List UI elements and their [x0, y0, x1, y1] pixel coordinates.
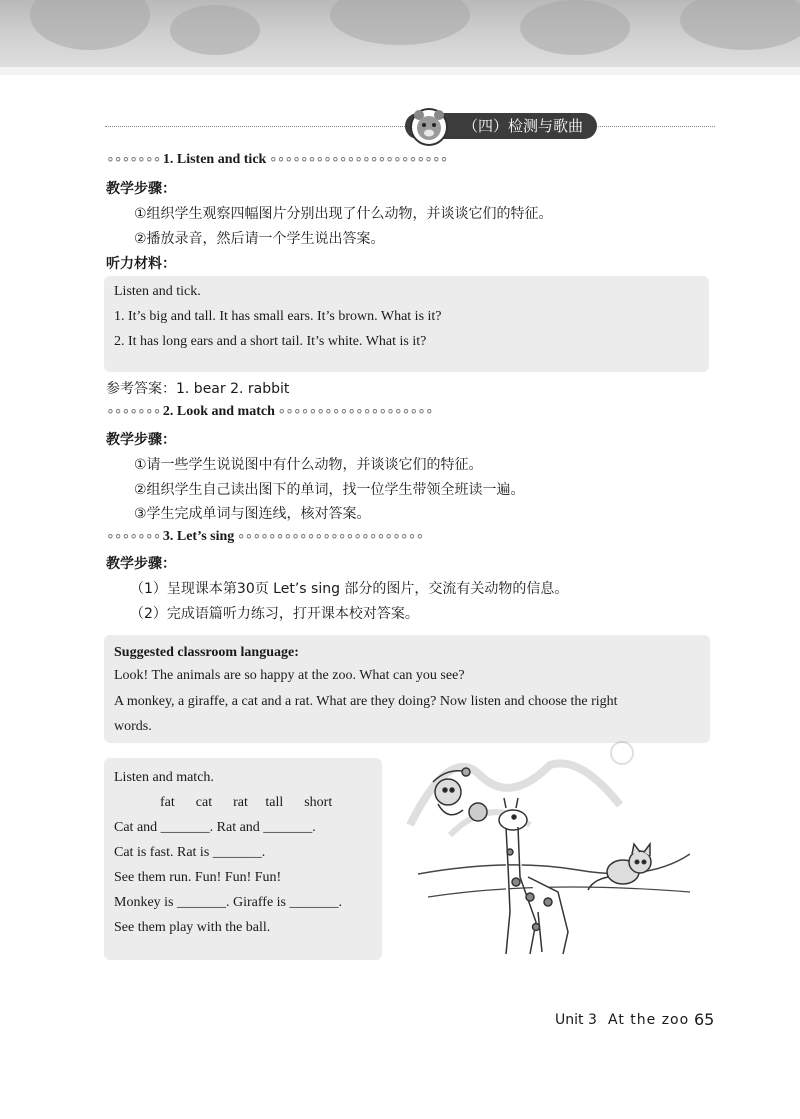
match-line: Monkey is _______. Giraffe is _______. — [114, 895, 342, 910]
match-line: Cat and _______. Rat and _______. — [114, 820, 316, 835]
top-banner — [0, 0, 800, 75]
part2-step-3: ③学生完成单词与图连线，核对答案。 — [134, 506, 371, 522]
match-line: Listen and match. — [114, 770, 214, 785]
part1-answer: 参考答案：1. bear 2. rabbit — [106, 381, 290, 397]
listen-and-match-box — [104, 758, 382, 960]
language-line: Look! The animals are so happy at the zoo. What can you see? — [114, 668, 465, 683]
zoo-animals-illustration — [418, 762, 690, 962]
part1-step-2: ②播放录音，然后请一个学生说出答案。 — [134, 231, 385, 247]
section-title-label: （四）检测与歌曲 — [405, 113, 597, 139]
part2-step-1: ①请一些学生说说图中有什么动物，并谈谈它们的特征。 — [134, 457, 483, 473]
language-box-title: Suggested classroom language: — [114, 645, 299, 660]
part3-step-1: （1）呈现课本第30页 Let’s sing 部分的图片，交流有关动物的信息。 — [130, 581, 569, 597]
monkey-icon — [433, 768, 470, 815]
part1-heading: ∘∘∘∘∘∘∘ 1. Listen and tick ∘∘∘∘∘∘∘∘∘∘∘∘∘∘∘∘∘∘∘∘∘∘∘ — [106, 152, 448, 167]
footer-unit: Unit 3 — [555, 1012, 597, 1028]
part1-step-1: ①组织学生观察四幅图片分别出现了什么动物，并谈谈它们的特征。 — [134, 206, 553, 222]
material-line: 2. It has long ears and a short tail. It’s white. What is it? — [114, 334, 427, 349]
cat-icon — [588, 844, 651, 890]
part1-material-label: 听力材料： — [106, 256, 176, 272]
section-title — [105, 112, 715, 140]
listening-material-box — [104, 276, 709, 372]
part2-step-2: ②组织学生自己读出图下的单词，找一位学生带领全班读一遍。 — [134, 482, 525, 498]
footer-topic: At the zoo — [608, 1012, 690, 1028]
language-line: A monkey, a giraffe, a cat and a rat. What are they doing? Now listen and choose the right — [114, 694, 618, 709]
match-line: See them play with the ball. — [114, 920, 271, 935]
ball-icon — [469, 803, 487, 821]
part2-steps-label: 教学步骤： — [106, 432, 176, 448]
material-line: Listen and tick. — [114, 284, 201, 299]
part3-step-2: （2）完成语篇听力练习，打开课本校对答案。 — [130, 606, 419, 622]
part3-heading: ∘∘∘∘∘∘∘ 3. Let’s sing ∘∘∘∘∘∘∘∘∘∘∘∘∘∘∘∘∘∘∘∘∘∘∘∘ — [106, 529, 424, 544]
language-line: words. — [114, 719, 152, 734]
part2-heading: ∘∘∘∘∘∘∘ 2. Look and match ∘∘∘∘∘∘∘∘∘∘∘∘∘∘∘∘∘∘∘∘ — [106, 404, 433, 419]
bear-mascot-icon — [407, 106, 451, 146]
page-number: 65 — [694, 1010, 715, 1029]
match-word-list: fat cat rat tall short — [160, 795, 333, 810]
classroom-language-box — [104, 635, 710, 743]
match-line: Cat is fast. Rat is _______. — [114, 845, 266, 860]
material-line: 1. It’s big and tall. It has small ears. It’s brown. What is it? — [114, 309, 442, 324]
giraffe-icon — [499, 798, 568, 954]
part3-steps-label: 教学步骤： — [106, 556, 176, 572]
part1-steps-label: 教学步骤： — [106, 181, 176, 197]
match-line: See them run. Fun! Fun! Fun! — [114, 870, 282, 885]
